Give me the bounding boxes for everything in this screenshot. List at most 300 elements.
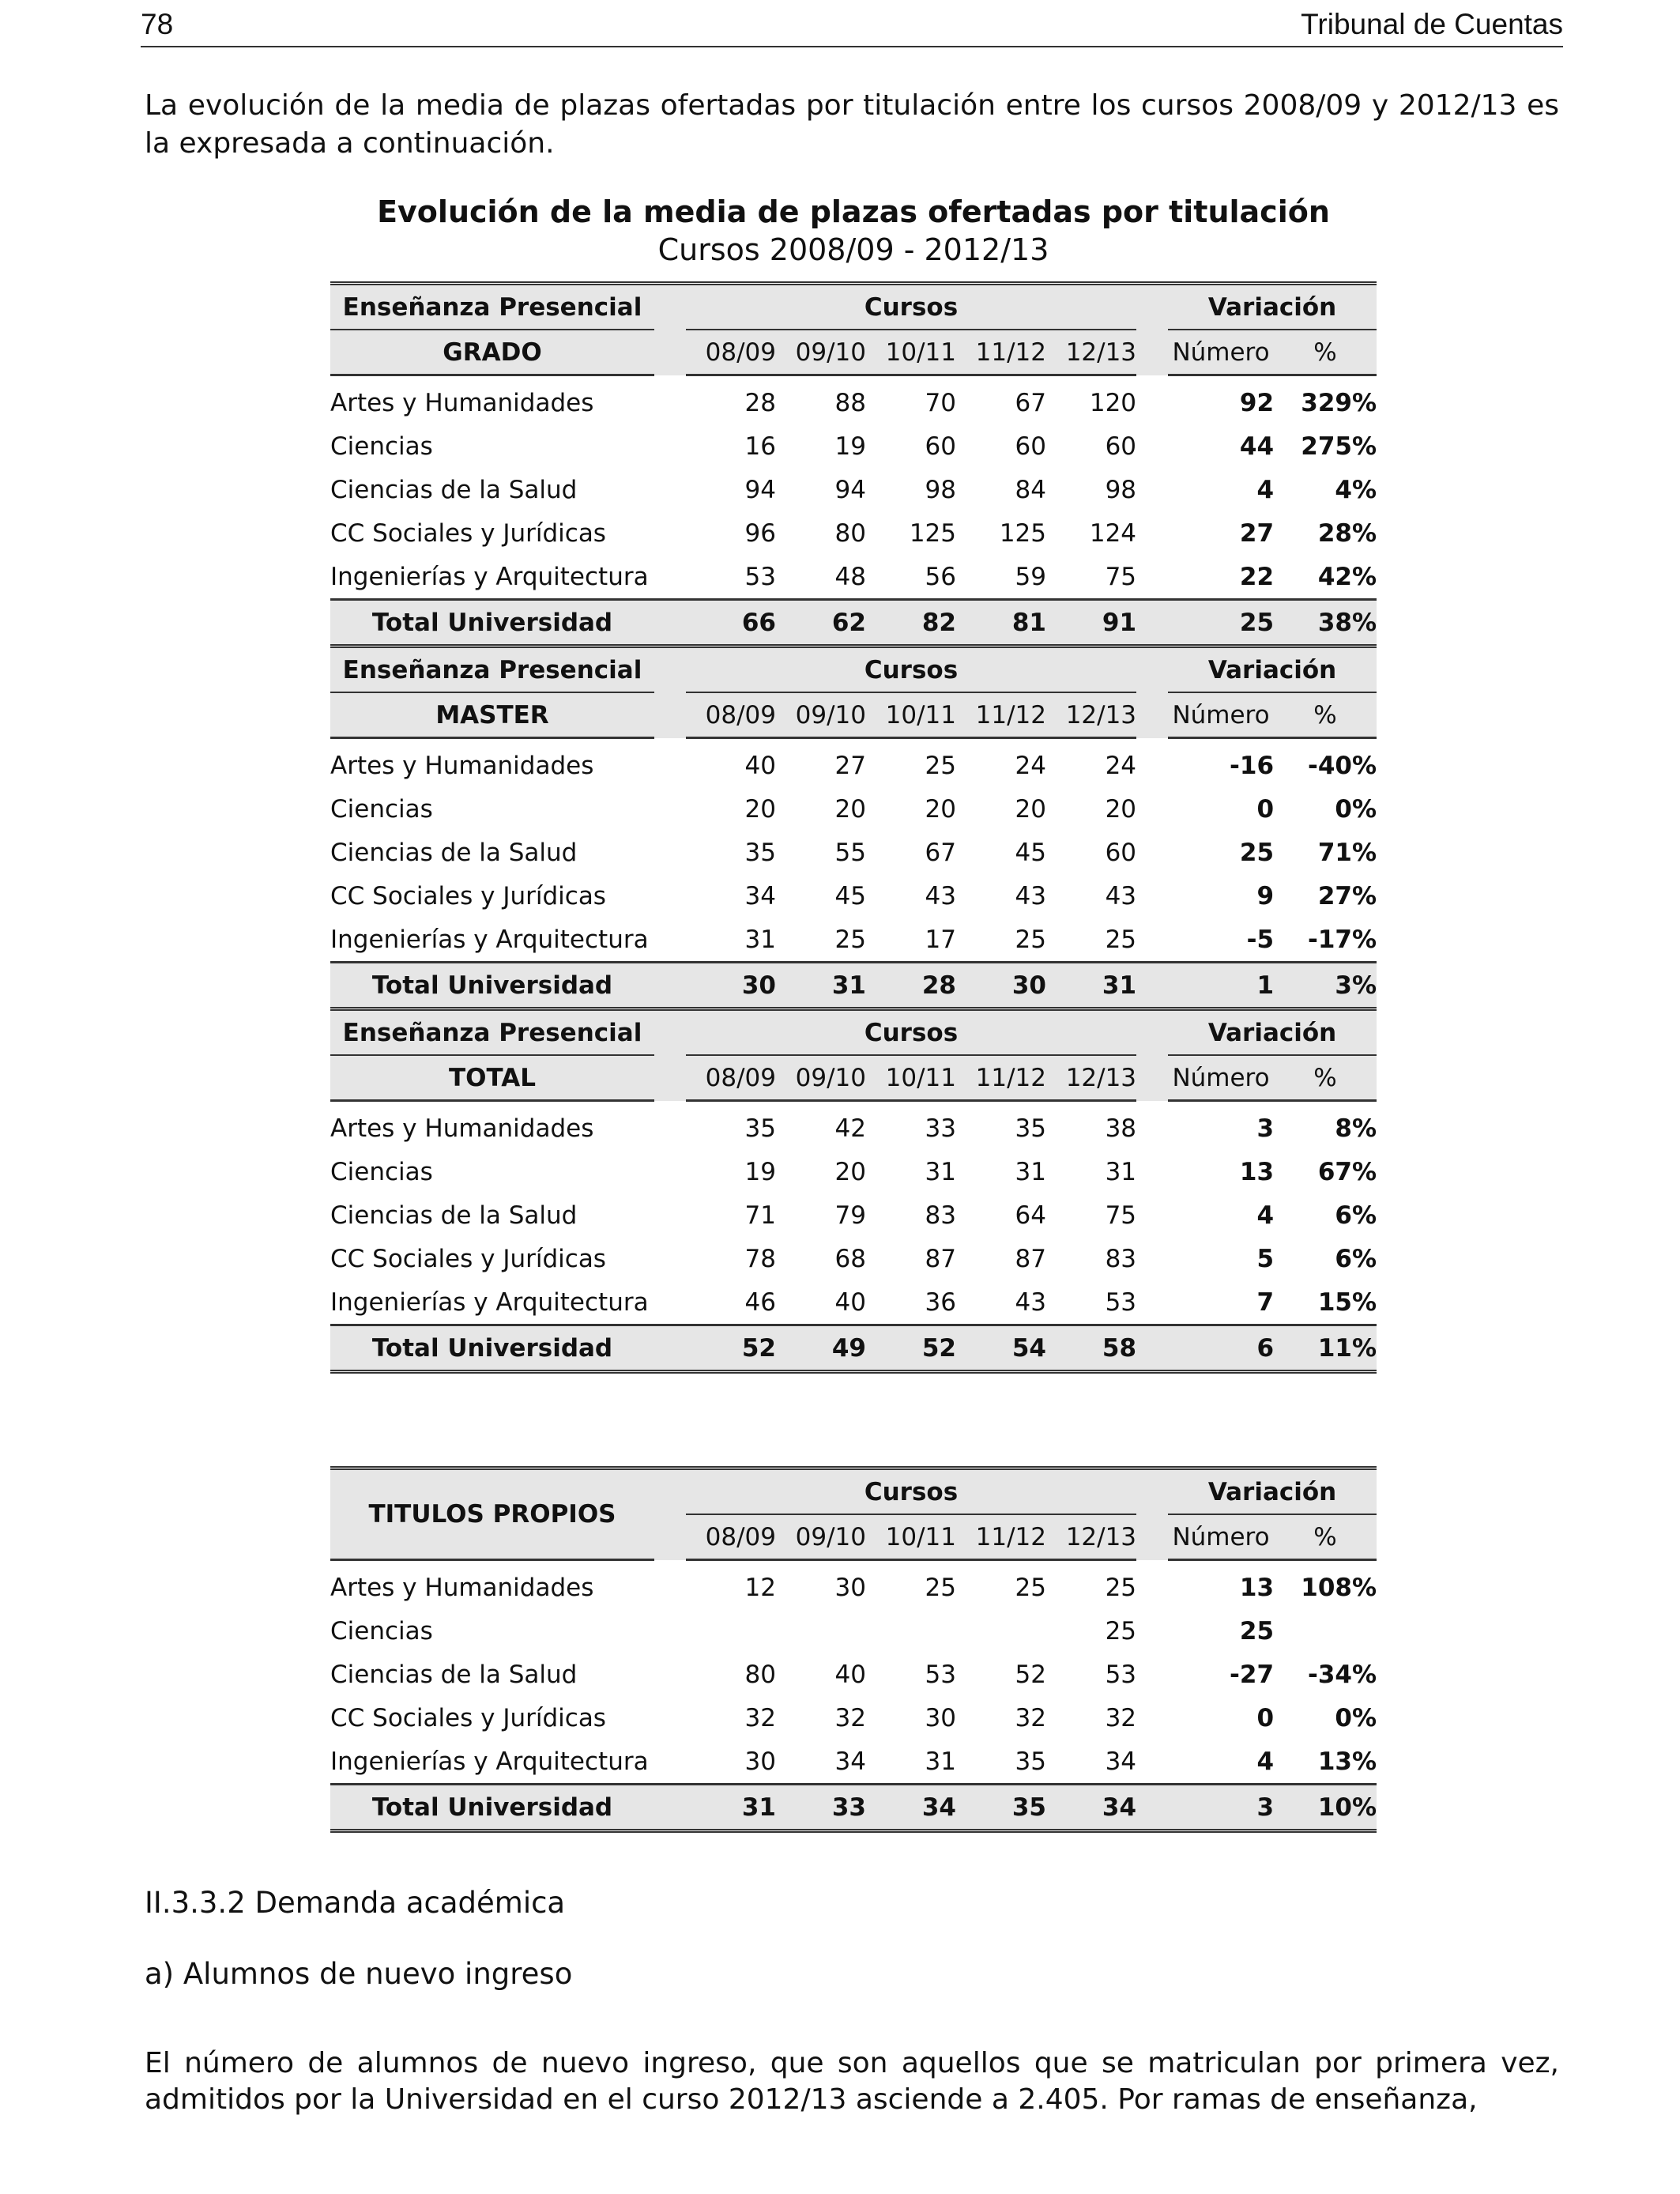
total-value: 33: [776, 1785, 866, 1831]
table-subtitle: Cursos 2008/09 - 2012/13: [657, 232, 1049, 267]
value-cell: 53: [1046, 1653, 1136, 1696]
spacer-cell: [1136, 1696, 1168, 1740]
variation-percent: -34%: [1274, 1653, 1377, 1696]
year-header: 11/12: [956, 1514, 1046, 1560]
spacer-cell: [654, 511, 686, 555]
value-cell: 35: [686, 831, 776, 874]
total-value: 28: [866, 963, 956, 1009]
total-value: 54: [956, 1325, 1046, 1372]
row-label: CC Sociales y Jurídicas: [330, 874, 654, 918]
spacer-cell: [1136, 468, 1168, 511]
value-cell: 30: [686, 1740, 776, 1785]
value-cell: 45: [956, 831, 1046, 874]
value-cell: 34: [686, 874, 776, 918]
variation-number: 4: [1168, 1740, 1274, 1785]
subsection-heading: a) Alumnos de nuevo ingreso: [145, 1957, 573, 1991]
row-label: Artes y Humanidades: [330, 375, 654, 425]
total-variation-percent: 3%: [1274, 963, 1377, 1009]
spacer-cell: [654, 1468, 686, 1515]
spacer-cell: [654, 1696, 686, 1740]
year-header: 11/12: [956, 1055, 1046, 1101]
table-row: [330, 874, 1377, 918]
row-label: Ingenierías y Arquitectura: [330, 918, 654, 963]
table-row: [330, 1101, 1377, 1151]
total-value: 58: [1046, 1325, 1136, 1372]
year-header: 11/12: [956, 692, 1046, 738]
spacer-cell: [1136, 1280, 1168, 1325]
spacer-cell: [1136, 1237, 1168, 1280]
value-cell: 52: [956, 1653, 1046, 1696]
value-cell: 40: [776, 1653, 866, 1696]
percent-header: %: [1274, 1514, 1377, 1560]
variation-percent: 108%: [1274, 1560, 1377, 1610]
spacer-cell: [1136, 1785, 1168, 1831]
spacer-cell: [1136, 1653, 1168, 1696]
year-header: 10/11: [866, 1514, 956, 1560]
value-cell: 70: [866, 375, 956, 425]
spacer-cell: [1136, 918, 1168, 963]
spacer-cell: [1136, 738, 1168, 788]
row-label: Ingenierías y Arquitectura: [330, 555, 654, 600]
value-cell: 55: [776, 831, 866, 874]
numero-header: Número: [1168, 1514, 1274, 1560]
value-cell: 94: [776, 468, 866, 511]
year-header: 08/09: [686, 1055, 776, 1101]
value-cell: 75: [1046, 555, 1136, 600]
value-cell: 20: [866, 787, 956, 831]
value-cell: 17: [866, 918, 956, 963]
total-value: 31: [776, 963, 866, 1009]
value-cell: 31: [866, 1740, 956, 1785]
value-cell: 94: [686, 468, 776, 511]
variation-percent: 15%: [1274, 1280, 1377, 1325]
variation-number: 13: [1168, 1560, 1274, 1610]
total-value: 66: [686, 600, 776, 647]
row-label: CC Sociales y Jurídicas: [330, 1237, 654, 1280]
value-cell: 43: [1046, 874, 1136, 918]
value-cell: 12: [686, 1560, 776, 1610]
header-row-groups: [330, 647, 1377, 693]
value-cell: 46: [686, 1280, 776, 1325]
titulos-propios-table: [330, 1466, 1377, 1833]
value-cell: [866, 1609, 956, 1653]
spacer-cell: [1136, 1325, 1168, 1372]
variation-number: 0: [1168, 1696, 1274, 1740]
year-header: 10/11: [866, 1055, 956, 1101]
cursos-header: Cursos: [686, 647, 1136, 693]
spacer-cell: [1136, 511, 1168, 555]
value-cell: 19: [686, 1150, 776, 1193]
value-cell: 34: [1046, 1740, 1136, 1785]
spacer-cell: [654, 918, 686, 963]
percent-header: %: [1274, 1055, 1377, 1101]
section-label: TITULOS PROPIOS: [330, 1468, 654, 1560]
variation-percent: 4%: [1274, 468, 1377, 511]
value-cell: 19: [776, 424, 866, 468]
spacer-cell: [654, 1740, 686, 1785]
variacion-header: Variación: [1168, 1468, 1377, 1515]
spacer-cell: [654, 284, 686, 330]
total-value: 82: [866, 600, 956, 647]
table-row: [330, 1150, 1377, 1193]
spacer-cell: [1136, 647, 1168, 693]
table-title: Evolución de la media de plazas ofertadas por titulación: [377, 194, 1330, 229]
year-header: 12/13: [1046, 692, 1136, 738]
variation-number: 9: [1168, 874, 1274, 918]
row-label: CC Sociales y Jurídicas: [330, 511, 654, 555]
value-cell: 24: [956, 738, 1046, 788]
spacer-cell: [1136, 600, 1168, 647]
row-label: Ciencias de la Salud: [330, 468, 654, 511]
table-row: [330, 375, 1377, 425]
section-label: TOTAL: [330, 1055, 654, 1101]
spacer-cell: [1136, 963, 1168, 1009]
value-cell: 35: [956, 1740, 1046, 1785]
value-cell: 31: [956, 1150, 1046, 1193]
header-row-groups: [330, 1468, 1377, 1515]
spacer-cell: [1136, 692, 1168, 738]
value-cell: 45: [776, 874, 866, 918]
year-header: 09/10: [776, 692, 866, 738]
value-cell: 60: [956, 424, 1046, 468]
value-cell: 42: [776, 1101, 866, 1151]
variation-percent: 329%: [1274, 375, 1377, 425]
spacer-cell: [654, 1150, 686, 1193]
spacer-cell: [1136, 1560, 1168, 1610]
row-label: Ingenierías y Arquitectura: [330, 1280, 654, 1325]
total-label: Total Universidad: [330, 1325, 654, 1372]
running-header-title: Tribunal de Cuentas: [1301, 8, 1563, 40]
value-cell: 125: [866, 511, 956, 555]
numero-header: Número: [1168, 692, 1274, 738]
value-cell: 32: [776, 1696, 866, 1740]
spacer-cell: [654, 1785, 686, 1831]
total-variation-number: 6: [1168, 1325, 1274, 1372]
plazas-table: [330, 281, 1377, 1374]
spacer-cell: [1136, 1055, 1168, 1101]
spacer-cell: [1136, 1101, 1168, 1151]
value-cell: 53: [866, 1653, 956, 1696]
value-cell: 25: [1046, 1560, 1136, 1610]
value-cell: 79: [776, 1193, 866, 1237]
spacer-cell: [654, 1653, 686, 1696]
value-cell: 48: [776, 555, 866, 600]
spacer-cell: [654, 375, 686, 425]
value-cell: 32: [1046, 1696, 1136, 1740]
table-row: [330, 1280, 1377, 1325]
variation-percent: 71%: [1274, 831, 1377, 874]
variation-percent: 8%: [1274, 1101, 1377, 1151]
value-cell: 25: [1046, 918, 1136, 963]
variation-number: 0: [1168, 787, 1274, 831]
total-value: 49: [776, 1325, 866, 1372]
total-value: 91: [1046, 600, 1136, 647]
table-row: [330, 511, 1377, 555]
value-cell: 120: [1046, 375, 1136, 425]
spacer-cell: [654, 1101, 686, 1151]
total-value: 31: [686, 1785, 776, 1831]
spacer-cell: [1136, 831, 1168, 874]
variation-percent: 27%: [1274, 874, 1377, 918]
cursos-header: Cursos: [686, 1009, 1136, 1056]
total-value: 34: [1046, 1785, 1136, 1831]
spacer-cell: [654, 874, 686, 918]
spacer-cell: [654, 963, 686, 1009]
value-cell: 32: [956, 1696, 1046, 1740]
variation-percent: 6%: [1274, 1193, 1377, 1237]
variation-number: 7: [1168, 1280, 1274, 1325]
variation-number: 4: [1168, 468, 1274, 511]
value-cell: 35: [686, 1101, 776, 1151]
header-row-groups: [330, 1009, 1377, 1056]
spacer-cell: [1136, 787, 1168, 831]
variation-number: 25: [1168, 831, 1274, 874]
total-row: [330, 963, 1377, 1009]
total-value: 52: [686, 1325, 776, 1372]
value-cell: 124: [1046, 511, 1136, 555]
value-cell: [776, 1609, 866, 1653]
spacer-cell: [654, 787, 686, 831]
value-cell: 16: [686, 424, 776, 468]
row-label: Ingenierías y Arquitectura: [330, 1740, 654, 1785]
row-label: Ciencias de la Salud: [330, 1653, 654, 1696]
value-cell: 31: [1046, 1150, 1136, 1193]
year-header: 12/13: [1046, 330, 1136, 375]
variation-number: 3: [1168, 1101, 1274, 1151]
variation-number: 25: [1168, 1609, 1274, 1653]
value-cell: 56: [866, 555, 956, 600]
year-header: 09/10: [776, 330, 866, 375]
row-label: Artes y Humanidades: [330, 1101, 654, 1151]
value-cell: 68: [776, 1237, 866, 1280]
value-cell: 59: [956, 555, 1046, 600]
spacer-cell: [654, 1237, 686, 1280]
value-cell: 83: [866, 1193, 956, 1237]
value-cell: 20: [956, 787, 1046, 831]
value-cell: 36: [866, 1280, 956, 1325]
value-cell: 60: [1046, 424, 1136, 468]
year-header: 09/10: [776, 1514, 866, 1560]
value-cell: 80: [686, 1653, 776, 1696]
spacer-cell: [1136, 1468, 1168, 1515]
spacer-cell: [654, 1325, 686, 1372]
value-cell: 60: [866, 424, 956, 468]
table-row: [330, 468, 1377, 511]
ensenanza-label: Enseñanza Presencial: [330, 647, 654, 693]
row-label: Ciencias de la Salud: [330, 1193, 654, 1237]
value-cell: 87: [866, 1237, 956, 1280]
table-title-block: [330, 193, 1377, 269]
row-label: Ciencias: [330, 1609, 654, 1653]
table-row: [330, 918, 1377, 963]
variation-percent: 42%: [1274, 555, 1377, 600]
table-row: [330, 1193, 1377, 1237]
value-cell: [686, 1609, 776, 1653]
section-label: MASTER: [330, 692, 654, 738]
table-row: [330, 1237, 1377, 1280]
spacer-cell: [654, 1560, 686, 1610]
total-variation-percent: 10%: [1274, 1785, 1377, 1831]
total-row: [330, 1785, 1377, 1831]
year-header: 08/09: [686, 1514, 776, 1560]
value-cell: [956, 1609, 1046, 1653]
value-cell: 20: [776, 1150, 866, 1193]
table-row: [330, 424, 1377, 468]
spacer-cell: [654, 738, 686, 788]
numero-header: Número: [1168, 1055, 1274, 1101]
value-cell: 60: [1046, 831, 1136, 874]
table-row: [330, 831, 1377, 874]
value-cell: 98: [1046, 468, 1136, 511]
variation-percent: 275%: [1274, 424, 1377, 468]
total-variation-percent: 11%: [1274, 1325, 1377, 1372]
variation-percent: 28%: [1274, 511, 1377, 555]
value-cell: 125: [956, 511, 1046, 555]
spacer-cell: [654, 1009, 686, 1056]
variation-percent: 67%: [1274, 1150, 1377, 1193]
value-cell: 53: [1046, 1280, 1136, 1325]
ensenanza-label: Enseñanza Presencial: [330, 284, 654, 330]
spacer-cell: [1136, 1193, 1168, 1237]
ensenanza-label: Enseñanza Presencial: [330, 1009, 654, 1056]
value-cell: 64: [956, 1193, 1046, 1237]
spacer-cell: [1136, 1009, 1168, 1056]
year-header: 12/13: [1046, 1055, 1136, 1101]
total-variation-number: 1: [1168, 963, 1274, 1009]
variation-number: -27: [1168, 1653, 1274, 1696]
value-cell: 20: [686, 787, 776, 831]
page-header: [141, 5, 1563, 47]
spacer-cell: [654, 1609, 686, 1653]
table-row: [330, 1609, 1377, 1653]
table-row: [330, 787, 1377, 831]
value-cell: 33: [866, 1101, 956, 1151]
spacer-cell: [654, 424, 686, 468]
table-row: [330, 1696, 1377, 1740]
value-cell: 40: [776, 1280, 866, 1325]
spacer-cell: [1136, 555, 1168, 600]
spacer-cell: [654, 1193, 686, 1237]
value-cell: 83: [1046, 1237, 1136, 1280]
value-cell: 25: [866, 738, 956, 788]
header-row-columns: [330, 692, 1377, 738]
spacer-cell: [654, 330, 686, 375]
value-cell: 43: [956, 1280, 1046, 1325]
variation-number: -5: [1168, 918, 1274, 963]
total-value: 52: [866, 1325, 956, 1372]
spacer-cell: [1136, 424, 1168, 468]
value-cell: 25: [776, 918, 866, 963]
variation-number: 13: [1168, 1150, 1274, 1193]
table-row: [330, 1740, 1377, 1785]
header-row-columns: [330, 1055, 1377, 1101]
value-cell: 31: [866, 1150, 956, 1193]
body-paragraph: El número de alumnos de nuevo ingreso, que son aquellos que se matriculan por primera vez, admitidos por la Universidad en el curso 2012/13 asciende a 2.405. Por ramas de enseñanza,: [145, 2047, 1559, 2116]
row-label: Ciencias: [330, 787, 654, 831]
variation-number: -16: [1168, 738, 1274, 788]
value-cell: 40: [686, 738, 776, 788]
spacer-cell: [1136, 284, 1168, 330]
value-cell: 28: [686, 375, 776, 425]
value-cell: 25: [956, 918, 1046, 963]
spacer-cell: [1136, 1609, 1168, 1653]
section-label: GRADO: [330, 330, 654, 375]
spacer-cell: [654, 1280, 686, 1325]
row-label: Artes y Humanidades: [330, 738, 654, 788]
year-header: 08/09: [686, 330, 776, 375]
page-number: 78: [141, 8, 174, 40]
variation-number: 27: [1168, 511, 1274, 555]
variation-number: 44: [1168, 424, 1274, 468]
value-cell: 75: [1046, 1193, 1136, 1237]
variation-percent: 6%: [1274, 1237, 1377, 1280]
value-cell: 88: [776, 375, 866, 425]
table-row: [330, 1653, 1377, 1696]
value-cell: 80: [776, 511, 866, 555]
variation-percent: -17%: [1274, 918, 1377, 963]
total-value: 62: [776, 600, 866, 647]
variation-percent: -40%: [1274, 738, 1377, 788]
value-cell: 78: [686, 1237, 776, 1280]
value-cell: 35: [956, 1101, 1046, 1151]
value-cell: 25: [1046, 1609, 1136, 1653]
spacer-cell: [654, 692, 686, 738]
value-cell: 67: [866, 831, 956, 874]
row-label: Artes y Humanidades: [330, 1560, 654, 1610]
year-header: 10/11: [866, 692, 956, 738]
spacer-cell: [654, 600, 686, 647]
section-heading: II.3.3.2 Demanda académica: [145, 1886, 566, 1920]
value-cell: 87: [956, 1237, 1046, 1280]
variation-number: 5: [1168, 1237, 1274, 1280]
numero-header: Número: [1168, 330, 1274, 375]
table-row: [330, 555, 1377, 600]
total-row: [330, 600, 1377, 647]
value-cell: 24: [1046, 738, 1136, 788]
value-cell: 71: [686, 1193, 776, 1237]
year-header: 11/12: [956, 330, 1046, 375]
variation-number: 22: [1168, 555, 1274, 600]
total-variation-percent: 38%: [1274, 600, 1377, 647]
total-variation-number: 25: [1168, 600, 1274, 647]
spacer-cell: [1136, 1150, 1168, 1193]
spacer-cell: [1136, 874, 1168, 918]
total-value: 81: [956, 600, 1046, 647]
spacer-cell: [654, 831, 686, 874]
variation-percent: [1274, 1609, 1377, 1653]
spacer-cell: [1136, 330, 1168, 375]
total-value: 34: [866, 1785, 956, 1831]
value-cell: 84: [956, 468, 1046, 511]
total-value: 31: [1046, 963, 1136, 1009]
spacer-cell: [1136, 1740, 1168, 1785]
value-cell: 30: [776, 1560, 866, 1610]
spacer-cell: [654, 1055, 686, 1101]
value-cell: 30: [866, 1696, 956, 1740]
value-cell: 25: [956, 1560, 1046, 1610]
spacer-cell: [654, 647, 686, 693]
total-variation-number: 3: [1168, 1785, 1274, 1831]
row-label: Ciencias de la Salud: [330, 831, 654, 874]
value-cell: 32: [686, 1696, 776, 1740]
total-row: [330, 1325, 1377, 1372]
variation-number: 92: [1168, 375, 1274, 425]
spacer-cell: [654, 555, 686, 600]
value-cell: 27: [776, 738, 866, 788]
value-cell: 96: [686, 511, 776, 555]
year-header: 09/10: [776, 1055, 866, 1101]
variacion-header: Variación: [1168, 1009, 1377, 1056]
